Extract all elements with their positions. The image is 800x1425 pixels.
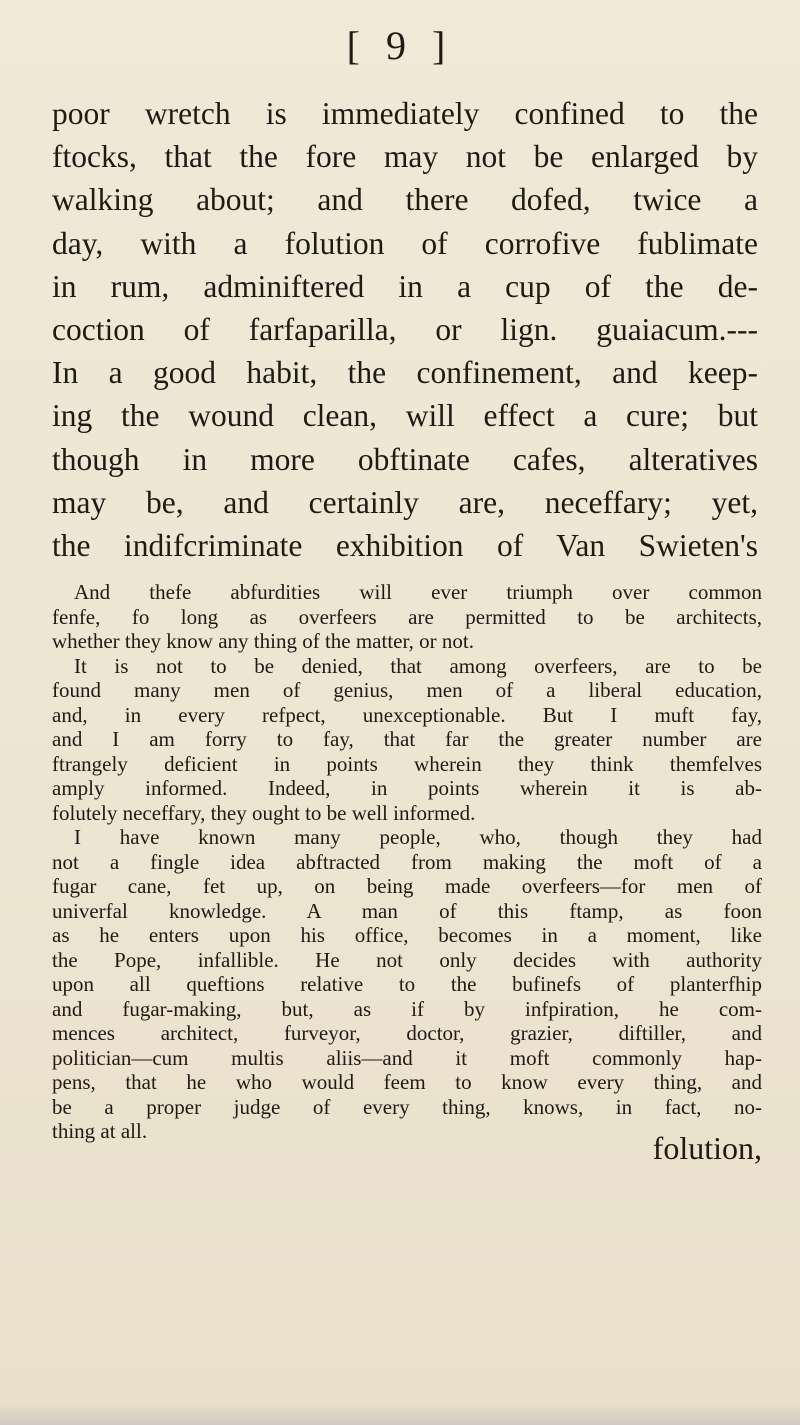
footnote [52, 580, 762, 1144]
footnote-line: thing at all. [52, 1119, 148, 1143]
footnote-line: as he enters upon his office, becomes in a moment, like [52, 923, 762, 947]
footnote-line: not a fingle idea abftracted from making the moft of a [52, 849, 762, 874]
footnote-line: It is not to be denied, that among overfeers, are to be [74, 653, 762, 678]
footnote-line: pens, that he who would feem to know every thing, and [52, 1070, 762, 1094]
footnote-line: politician—cum multis aliis—and it moft commonly hap- [52, 1045, 762, 1070]
footnote-line: fenfe, fo long as overfeers are permitted to be architects, [52, 604, 762, 629]
footnote-line: and, in every refpect, unexceptionable. But I muft fay, [52, 702, 762, 727]
footnote-line: And thefe abfurdities will ever triumph over common [74, 580, 762, 604]
footnote-line: upon all queftions relative to the bufinefs of planterfhip [52, 972, 762, 996]
footnote-line: mences architect, furveyor, doctor, grazier, diftiller, and [52, 1021, 762, 1045]
catchword: folution, [652, 1130, 762, 1166]
main-line: in rum, adminiftered in a cup of the de- [52, 268, 758, 304]
main-line: coction of farfaparilla, or lign. guaiacum.--- [52, 312, 758, 348]
main-text [52, 92, 758, 567]
footnote-line: amply informed. Indeed, in points wherein it is ab- [52, 776, 762, 800]
footnote-line: ftrangely deficient in points wherein they think themfelves [52, 751, 762, 776]
main-line: ing the wound clean, will effect a cure; but [52, 398, 758, 434]
footnote-line: I have known many people, who, though they had [74, 825, 762, 849]
footnote-line: and fugar-making, but, as if by infpiration, he com- [52, 996, 762, 1021]
footnote-line: univerfal knowledge. A man of this ftamp, as foon [52, 898, 762, 923]
main-line: the indifcriminate exhibition of Van Swieten's [52, 528, 758, 564]
main-line: though in more obftinate cafes, alteratives [52, 441, 758, 477]
main-line: In a good habit, the confinement, and keep- [52, 355, 758, 391]
main-line: poor wretch is immediately confined to the [52, 96, 758, 131]
footnote-line: be a proper judge of every thing, knows, in fact, no- [52, 1094, 762, 1119]
footnote-line: folutely neceffary, they ought to be well informed. [52, 800, 476, 825]
footnote-line: and I am forry to fay, that far the greater number are [52, 727, 762, 751]
page-number: [ 9 ] [346, 23, 454, 68]
page-bottom-edge [0, 1403, 800, 1425]
main-line: ftocks, that the fore may not be enlarged by [52, 139, 758, 175]
main-line: may be, and certainly are, neceffary; yet, [52, 484, 758, 520]
main-line: day, with a folution of corrofive fublimate [52, 225, 758, 261]
footnote-line: fugar cane, fet up, on being made overfeers—for men of [52, 874, 762, 898]
footnote-line: found many men of genius, men of a liberal education, [52, 678, 762, 702]
footnote-line: whether they know any thing of the matter, or not. [52, 629, 474, 653]
main-line: walking about; and there dofed, twice a [52, 182, 758, 218]
footnote-line: the Pope, infallible. He not only decides with authority [52, 947, 762, 972]
